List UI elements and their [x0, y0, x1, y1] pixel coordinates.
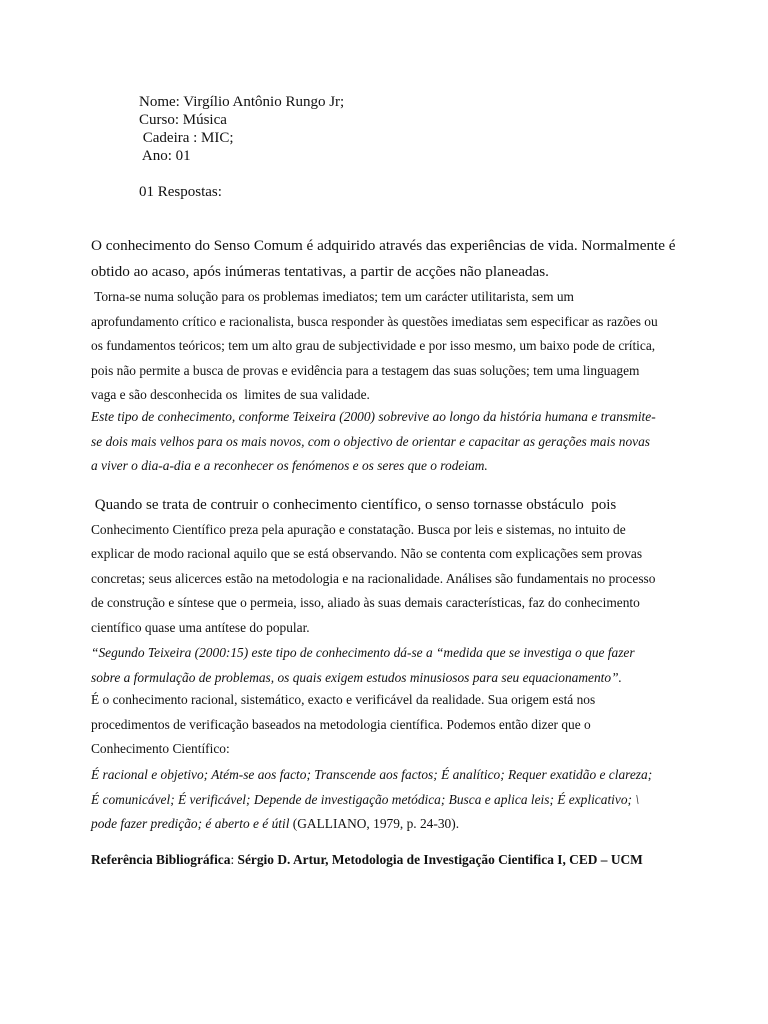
paragraph-senso-comum-traits — [91, 285, 691, 408]
galliano-citation: (GALLIANO, 1979, p. 24-30). — [289, 816, 460, 832]
text-line: Conhecimento Científico preza pela apuração e constatação. Busca por leis e sistemas, no intuito de — [91, 521, 626, 537]
text-line: os fundamentos teóricos; tem um alto grau de subjectividade e por isso mesmo, um baixo pode de crítica, — [91, 338, 656, 354]
course: Curso: Música — [139, 112, 227, 128]
bibliography-label: Referência Bibliográfica — [91, 852, 231, 867]
year: Ano: 01 — [139, 148, 191, 164]
text-line: É comunicável; É verificável; Depende de investigação metódica; Busca e aplica leis; É explicativo; \ — [91, 791, 640, 807]
text-line: aprofundamento crítico e racionalista, busca responder às questões imediatas sem especificar as razões ou — [91, 313, 658, 329]
paragraph-characteristics — [91, 763, 691, 837]
answers-heading: 01 Respostas: — [139, 184, 222, 200]
text-line: científico quase uma antítese do popular. — [91, 619, 310, 635]
paragraph-teixeira-citation — [91, 641, 691, 690]
text-line: Este tipo de conhecimento, conforme Teixeira (2000) sobrevive ao longo da história humana e transmite- — [91, 409, 656, 424]
text-line: É o conhecimento racional, sistemático, exacto e verificável da realidade. Sua origem está nos — [91, 692, 596, 707]
text-line: pois não permite a busca de provas e evidência para a testagem das suas soluções; tem uma linguagem — [91, 362, 640, 378]
text-line: É racional e objetivo; Atém-se aos facto; Transcende aos factos; É analítico; Requer exatidão e clareza; — [91, 767, 653, 782]
bibliography — [91, 850, 691, 870]
bibliography-separator: : — [230, 852, 238, 867]
paragraph-conhecimento-cientifico — [91, 493, 691, 641]
text-line: obtido ao acaso, após inúmeras tentativas, a partir de acções não planeadas. — [91, 263, 549, 280]
paragraph-teixeira-quote — [91, 405, 691, 479]
text-line: sobre a formulação de problemas, os quais exigem estudos minusiosos para seu equacionamento”. — [91, 669, 622, 685]
paragraph-senso-comum-intro — [91, 233, 691, 285]
paragraph-definition — [91, 688, 691, 762]
text-line: procedimentos de verificação baseados na metodologia científica. Podemos então dizer que o — [91, 716, 591, 732]
text-line: concretas; seus alicerces estão na metodologia e na racionalidade. Análises são fundamentais no processo — [91, 570, 656, 586]
text-line: explicar de modo racional aquilo que se está observando. Não se contenta com explicações sem provas — [91, 546, 643, 562]
text-line: se dois mais velhos para os mais novos, com o objectivo de orientar e capacitar as gerações mais novas — [91, 433, 650, 449]
bibliography-text: Sérgio D. Artur, Metodologia de Investigação Cientifica I, CED – UCM — [237, 852, 643, 867]
text-line: “Segundo Teixeira (2000:15) este tipo de conhecimento dá-se a “medida que se investiga o que fazer — [91, 645, 635, 660]
text-line: O conhecimento do Senso Comum é adquirido através das experiências de vida. Normalmente é — [91, 237, 676, 254]
student-info — [139, 93, 344, 165]
text-line: a viver o dia-a-dia e a reconhecer os fenómenos e os seres que o rodeiam. — [91, 458, 488, 474]
text-line: Quando se trata de contruir o conhecimento científico, o senso tornasse obstáculo pois — [91, 497, 617, 513]
text-line: de construção e síntese que o permeia, isso, aliado às suas demais características, faz do conhecimento — [91, 595, 640, 611]
text-line — [91, 812, 691, 837]
student-name: Nome: Virgílio Antônio Rungo Jr; — [139, 94, 345, 110]
text-line: vaga e são desconhecida os limites de sua validade. — [91, 387, 370, 403]
characteristics-tail: pode fazer predição; é aberto e é útil — [91, 816, 290, 832]
text-line: Torna-se numa solução para os problemas imediatos; tem um carácter utilitarista, sem um — [91, 289, 574, 304]
text-line: Conhecimento Científico: — [91, 741, 230, 757]
subject: Cadeira : MIC; — [139, 130, 234, 146]
